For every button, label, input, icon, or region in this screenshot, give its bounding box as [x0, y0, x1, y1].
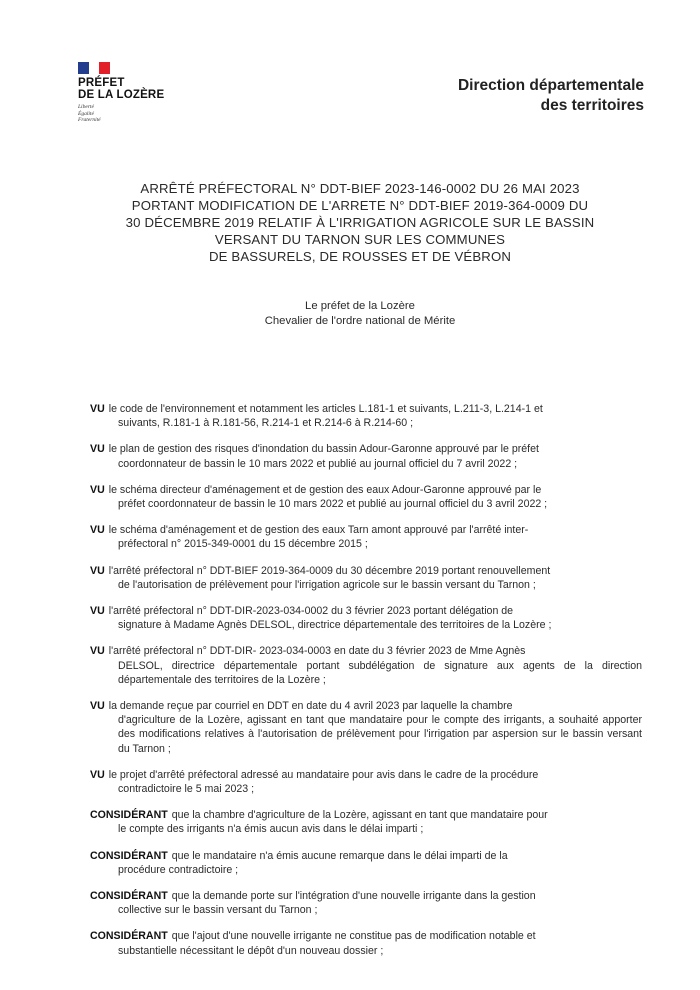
vu-clause: [90, 564, 642, 592]
prefet-logo: [78, 62, 188, 124]
clause-keyword: VU: [90, 483, 105, 496]
clause-keyword: VU: [90, 524, 105, 537]
clause-text-rest: substantielle nécessitant le dépôt d'un nouveau dossier ;: [118, 944, 384, 957]
clause-text-rest: procédure contradictoire ;: [118, 863, 239, 876]
clause-text-rest: suivants, R.181-1 à R.181-56, R.214-1 et R.214-6 à R.214-60 ;: [118, 417, 414, 430]
clause-keyword: VU: [90, 768, 105, 781]
logo-line-2: DE LA LOZÈRE: [78, 89, 165, 101]
clause-keyword: VU: [90, 443, 105, 456]
prefet-signatory: Le préfet de la Lozère Chevalier de l'ordre national de Mérite: [264, 300, 456, 327]
clause-text-first: le plan de gestion des risques d'inondation du bassin Adour-Garonne approuvé par le préfet: [108, 443, 539, 456]
title-line: VERSANT DU TARNON SUR LES COMMUNES: [214, 232, 506, 247]
title-line: ARRÊTÉ PRÉFECTORAL N° DDT-BIEF 2023-146-0002 DU 26 MAI 2023: [140, 181, 580, 196]
clause-text-first: le schéma d'aménagement et de gestion des eaux Tarn amont approuvé par l'arrêté inter-: [108, 524, 529, 537]
vu-clause: [90, 483, 642, 511]
decree-title: [110, 180, 610, 265]
clause-text-first: que la demande porte sur l'intégration d'une nouvelle irrigante dans la gestion: [171, 890, 536, 903]
clause-text-rest: contradictoire le 5 mai 2023 ;: [118, 783, 255, 796]
clause-text-rest: préfectoral n° 2015-349-0001 du 15 décembre 2015 ;: [118, 538, 368, 551]
marianne-flag-icon: [78, 62, 110, 74]
clause-text-rest: préfet coordonnateur de bassin le 10 mars 2022 et publié au journal officiel du 3 avril 2022 ;: [118, 498, 548, 511]
clause-keyword: VU: [90, 645, 105, 658]
title-line: 30 DÉCEMBRE 2019 RELATIF À L'IRRIGATION AGRICOLE SUR LE BASSIN: [125, 215, 595, 230]
clause-keyword: VU: [90, 564, 105, 577]
clauses-list: [90, 402, 642, 970]
title-line: PORTANT MODIFICATION DE L'ARRETE N° DDT-BIEF 2019-364-0009 DU: [131, 198, 589, 213]
clause-text-rest: collective sur le bassin versant du Tarnon ;: [118, 904, 318, 917]
title-line: DE BASSURELS, DE ROUSSES ET DE VÉBRON: [208, 249, 512, 264]
clause-keyword: VU: [90, 605, 105, 618]
clause-keyword: CONSIDÉRANT: [90, 809, 168, 822]
clause-keyword: CONSIDÉRANT: [90, 849, 168, 862]
vu-clause: [90, 604, 642, 632]
clause-text-first: la demande reçue par courriel en DDT en date du 4 avril 2023 par laquelle la chambre: [108, 700, 513, 713]
clause-text-first: l'arrêté préfectoral n° DDT-BIEF 2019-364-0009 du 30 décembre 2019 portant renouvellement: [108, 564, 551, 577]
considerant-clause: [90, 929, 642, 957]
clause-text-first: que l'ajout d'une nouvelle irrigante ne constitue pas de modification notable et: [171, 930, 536, 943]
republic-motto: Liberté Égalité Fraternité: [78, 104, 101, 123]
clause-text-rest: coordonnateur de bassin le 10 mars 2022 et publié au journal officiel du 7 avril 2022 ;: [118, 457, 518, 470]
clause-text-rest: d'agriculture de la Lozère, agissant en tant que mandataire pour le compte des irrigants, a souhaité apporter des modifications relatives à l'autorisation de prélèvement pour l'irrigation par aspersion sur le bassin versant du Tarnon ;: [118, 714, 642, 755]
clause-text-first: que la chambre d'agriculture de la Lozère, agissant en tant que mandataire pour: [171, 809, 548, 822]
vu-clause: [90, 523, 642, 551]
direction-heading: Direction départementale des territoires: [457, 77, 644, 114]
clause-keyword: VU: [90, 403, 105, 415]
clause-keyword: VU: [90, 700, 105, 713]
vu-clause: [90, 768, 642, 796]
clause-text-first: le code de l'environnement et notamment les articles L.181-1 et suivants, L.211-3, L.214-1 et: [108, 403, 543, 415]
considerant-clause: [90, 889, 642, 917]
clause-text-first: que le mandataire n'a émis aucune remarque dans le délai imparti de la: [171, 849, 508, 862]
clause-text-first: l'arrêté préfectoral n° DDT-DIR- 2023-034-0003 en date du 3 février 2023 de Mme Agnès: [108, 645, 526, 658]
logo-line-1: PRÉFET: [78, 77, 125, 89]
clause-text-first: l'arrêté préfectoral n° DDT-DIR-2023-034-0002 du 3 février 2023 portant délégation de: [108, 605, 514, 618]
clause-text-first: le schéma directeur d'aménagement et de gestion des eaux Adour-Garonne approuvé par le: [108, 483, 542, 496]
vu-clause: [90, 442, 642, 470]
clause-text-rest: de l'autorisation de prélèvement pour l'irrigation agricole sur le bassin versant du Tarnon ;: [118, 578, 536, 591]
clause-keyword: CONSIDÉRANT: [90, 930, 168, 943]
vu-clause: [90, 402, 642, 430]
clause-text-rest: signature à Madame Agnès DELSOL, directrice départementale des territoires de la Lozère ;: [118, 619, 552, 632]
clause-text-rest: le compte des irrigants n'a émis aucun avis dans le délai imparti ;: [118, 823, 424, 836]
clause-text-first: le projet d'arrêté préfectoral adressé au mandataire pour avis dans le cadre de la procédure: [108, 768, 539, 781]
clause-keyword: CONSIDÉRANT: [90, 890, 168, 903]
vu-clause: [90, 699, 642, 756]
considerant-clause: [90, 808, 642, 836]
vu-clause: [90, 644, 642, 687]
considerant-clause: [90, 849, 642, 877]
clause-text-rest: DELSOL, directrice départementale portant subdélégation de signature aux agents de la direction départementale des territoires de la Lozère ;: [118, 659, 642, 686]
